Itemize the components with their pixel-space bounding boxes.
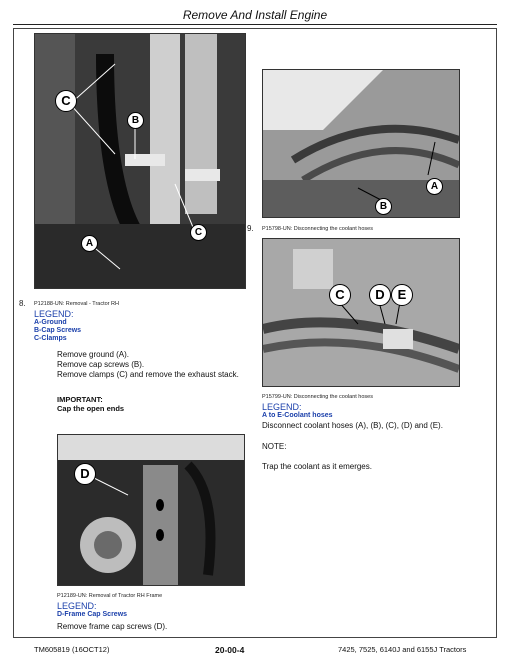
header-rule — [13, 24, 497, 25]
instruction-remove-cap-screws: Remove cap screws (B). — [57, 360, 145, 369]
important-text: Cap the open ends — [57, 404, 125, 413]
important-label: IMPORTANT: — [57, 395, 103, 404]
note-text: Trap the coolant as it emerges. — [262, 462, 372, 471]
callout-a-hose: A — [426, 178, 443, 195]
callout-c-hose: C — [329, 284, 351, 306]
footer-doc-id: TM605819 (16OCT12) — [34, 645, 110, 654]
figure-id-p12189: P12189-UN: Removal of Tractor RH Frame — [57, 593, 163, 599]
callout-e-hose: E — [391, 284, 413, 306]
photo-coolant-hoses-cde — [262, 238, 460, 387]
instruction-remove-ground: Remove ground (A). — [57, 350, 130, 359]
callout-d-hose: D — [369, 284, 391, 306]
legend-item-b: B-Cap Screws — [34, 327, 82, 334]
instruction-remove-frame-cap-screws: Remove frame cap screws (D). — [57, 622, 168, 631]
callout-b: B — [127, 112, 144, 129]
legend-item-a: A-Ground — [34, 319, 67, 326]
step-number-9: 9. — [247, 224, 254, 233]
callout-d: D — [74, 463, 96, 485]
exhaust-illustration — [35, 34, 245, 288]
legend-heading-hoses: LEGEND: — [262, 402, 302, 412]
legend-heading-d: LEGEND: — [57, 601, 97, 611]
callout-b-hose: B — [375, 198, 392, 215]
page-title: Remove And Install Engine — [182, 8, 328, 22]
figure-id-p15798: P15798-UN: Disconnecting the coolant hoses — [262, 226, 373, 232]
photo-coolant-hoses-ab — [262, 69, 460, 218]
callout-c-lower: C — [190, 224, 207, 241]
frame-illustration — [58, 435, 244, 585]
callout-c-upper: C — [55, 90, 77, 112]
coolant-hoses-illustration-1 — [263, 70, 459, 217]
photo-exhaust-removal — [34, 33, 246, 289]
instruction-disconnect-hoses: Disconnect coolant hoses (A), (B), (C), (D) and (E). — [262, 421, 443, 430]
legend-item-d: D-Frame Cap Screws — [57, 611, 128, 618]
photo-frame-removal — [57, 434, 245, 586]
footer-models: 7425, 7525, 6140J and 6155J Tractors — [338, 645, 467, 654]
note-label: NOTE: — [262, 442, 287, 451]
legend-heading: LEGEND: — [34, 309, 74, 319]
figure-id-p15799: P15799-UN: Disconnecting the coolant hoses — [262, 394, 373, 400]
legend-item-c: C-Clamps — [34, 335, 67, 342]
legend-item-coolant-hoses: A to E-Coolant hoses — [262, 412, 333, 419]
instruction-remove-clamps: Remove clamps (C) and remove the exhaust stack. — [57, 370, 239, 379]
step-number-8: 8. — [19, 299, 26, 308]
figure-id-p12188: P12188-UN: Removal - Tractor RH — [34, 301, 119, 307]
callout-a: A — [81, 235, 98, 252]
footer-page-number: 20-00-4 — [215, 645, 245, 655]
coolant-hoses-illustration-2 — [263, 239, 459, 386]
